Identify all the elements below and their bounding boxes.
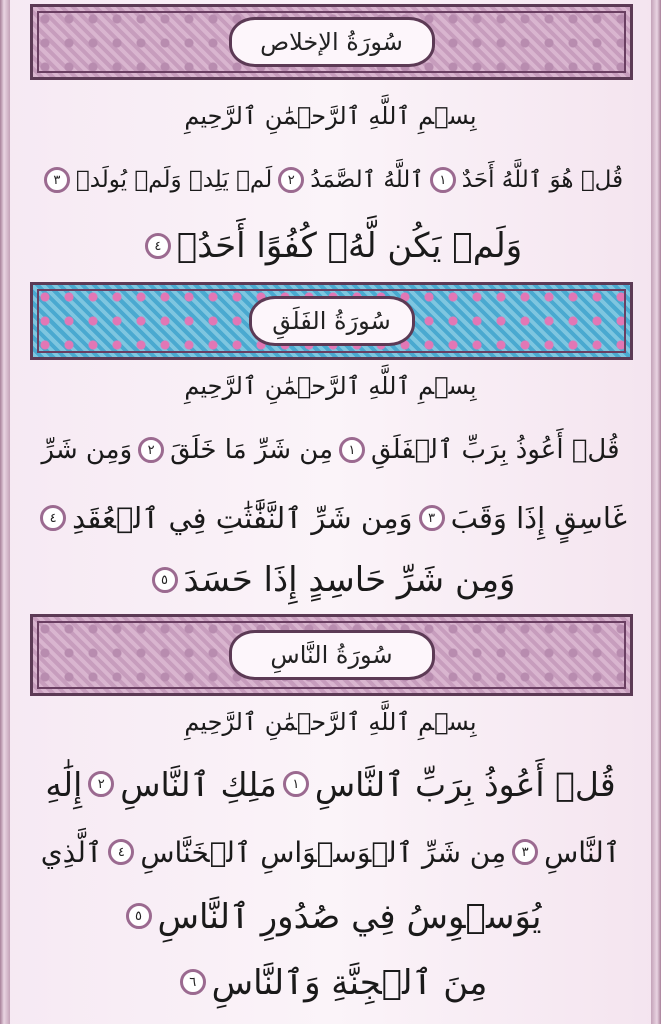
ayah-text: قُلۡ أَعُوذُ بِرَبِّ ٱلۡفَلَقِ	[371, 435, 620, 465]
ayah-line	[40, 420, 621, 480]
ayah-line	[40, 954, 621, 1010]
ayah-number-marker: ١	[430, 167, 456, 193]
ayah-number-marker: ٢	[278, 167, 304, 193]
ayah-number-marker: ١	[283, 771, 309, 797]
ayah-number-marker: ٣	[512, 839, 538, 865]
ayah-line	[40, 888, 621, 944]
ayah-line	[40, 488, 627, 548]
ayah-text: وَمِن شَرِّ	[41, 435, 133, 465]
ayah-text: مِنَ ٱلۡجِنَّةِ وَٱلنَّاسِ	[211, 962, 488, 1003]
ayah-line	[40, 754, 621, 814]
ayah-number-marker: ٤	[108, 839, 134, 865]
ayah-number-marker: ٢	[88, 771, 114, 797]
ayah-text: لَمۡ يَلِدۡ وَلَمۡ يُولَدۡ	[75, 167, 273, 193]
ayah-text: ٱلنَّاسِ	[544, 835, 621, 869]
ayah-text: وَمِن شَرِّ حَاسِدٍ إِذَا حَسَدَ	[183, 560, 516, 600]
surah-header-falaq	[30, 282, 633, 360]
ayah-line	[40, 552, 621, 608]
ayah-text: وَلَمۡ يَكُن لَّهُۥ كُفُوًا أَحَدُۢ	[176, 226, 523, 266]
ayah-text: مَلِكِ ٱلنَّاسِ	[120, 764, 277, 804]
ayah-number-marker: ٦	[180, 969, 206, 995]
ayah-number-marker: ٢	[138, 437, 164, 463]
ayah-text: إِلَٰهِ	[45, 764, 83, 804]
page-binding-left	[0, 0, 10, 1024]
surah-header-ikhlas	[30, 4, 633, 80]
ayah-number-marker: ٥	[126, 903, 152, 929]
basmala-falaq: بِسۡمِ ٱللَّهِ ٱلرَّحۡمَٰنِ ٱلرَّحِيمِ	[184, 372, 477, 400]
ayah-number-marker: ٤	[145, 233, 171, 259]
ayah-text: قُلۡ هُوَ ٱللَّهُ أَحَدٌ	[461, 167, 624, 193]
surah-title-ikhlas: سُورَةُ الإخلاص	[229, 17, 435, 67]
ayah-number-marker: ١	[339, 437, 365, 463]
ayah-text: يُوَسۡوِسُ فِي صُدُورِ ٱلنَّاسِ	[157, 896, 542, 937]
ayah-line	[40, 218, 621, 274]
ayah-number-marker: ٣	[44, 167, 70, 193]
ayah-text: مِن شَرِّ ٱلۡوَسۡوَاسِ ٱلۡخَنَّاسِ	[140, 835, 507, 869]
ayah-text: وَمِن شَرِّ ٱلنَّفَّٰثَٰتِ فِي ٱلۡعُقَدِ	[72, 501, 413, 535]
ayah-text: ٱللَّهُ ٱلصَّمَدُ	[310, 167, 424, 193]
ayah-line	[40, 152, 624, 208]
ayah-line	[40, 822, 621, 882]
ayah-text: قُلۡ أَعُوذُ بِرَبِّ ٱلنَّاسِ	[314, 764, 616, 804]
page-binding-right	[651, 0, 661, 1024]
basmala-nas: بِسۡمِ ٱللَّهِ ٱلرَّحۡمَٰنِ ٱلرَّحِيمِ	[184, 708, 477, 736]
basmala-ikhlas: بِسۡمِ ٱللَّهِ ٱلرَّحۡمَٰنِ ٱلرَّحِيمِ	[184, 102, 477, 130]
surah-title-nas: سُورَةُ النَّاسِ	[229, 630, 435, 680]
ayah-text: مِن شَرِّ مَا خَلَقَ	[170, 435, 333, 465]
surah-title-falaq: سُورَةُ الفَلَقِ	[249, 296, 415, 346]
ayah-text: غَاسِقٍ إِذَا وَقَبَ	[450, 501, 627, 535]
ayah-number-marker: ٤	[40, 505, 66, 531]
surah-header-nas	[30, 614, 633, 696]
ayah-number-marker: ٥	[152, 567, 178, 593]
ayah-text: ٱلَّذِي	[40, 835, 103, 869]
ayah-number-marker: ٣	[419, 505, 445, 531]
